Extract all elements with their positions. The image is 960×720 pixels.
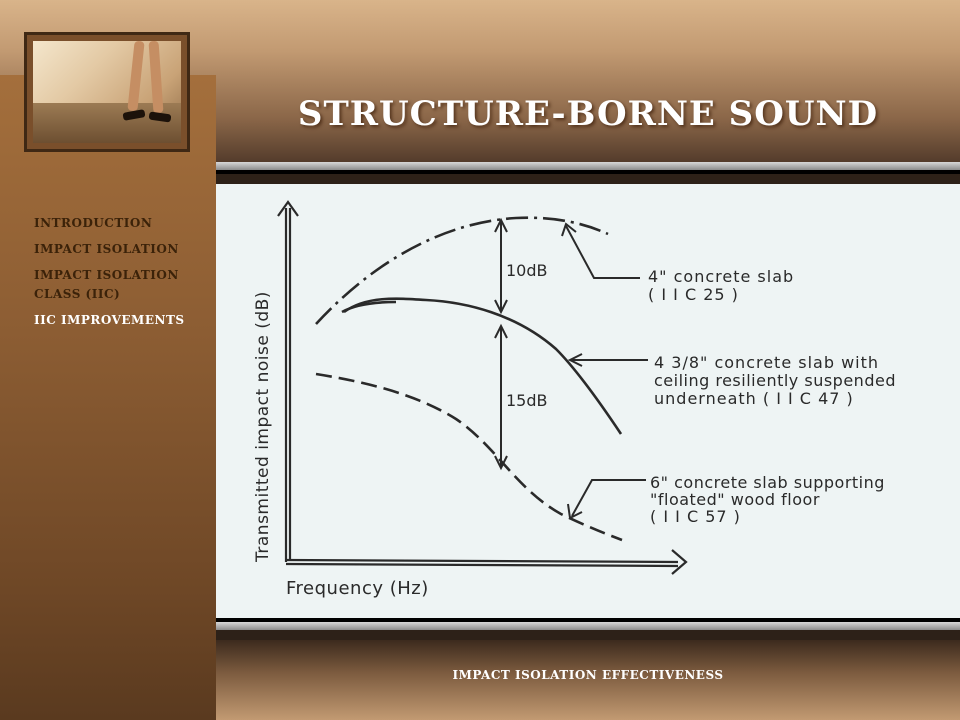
- dim-label-15db: 15dB: [506, 391, 548, 410]
- nav-item-iic-improvements[interactable]: IIC IMPROVEMENTS: [34, 313, 185, 327]
- sidebar-nav: [34, 214, 204, 337]
- curve-label-1-line-2: ( I I C 25 ): [648, 285, 739, 304]
- curve-iic25: [316, 218, 608, 324]
- divider-bottom: [216, 622, 960, 630]
- curve-label-1-line-1: 4" concrete slab: [648, 267, 795, 286]
- curve-label-3-line-1: 6" concrete slab supporting: [650, 473, 885, 492]
- sidebar: [0, 75, 216, 720]
- curve-label-2-line-2: ceiling resiliently suspended: [654, 371, 896, 390]
- x-axis-label: Frequency (Hz): [286, 578, 429, 599]
- divider-top-black: [216, 170, 960, 174]
- curve-label-3-line-3: ( I I C 57 ): [650, 507, 741, 526]
- y-axis-label: Transmitted impact noise (dB): [253, 291, 273, 562]
- nav-item-impact-isolation[interactable]: IMPACT ISOLATION: [34, 242, 179, 256]
- dim-label-10db: 10dB: [506, 261, 548, 280]
- impact-noise-figure: [216, 184, 960, 618]
- divider-top: [216, 162, 960, 170]
- nav-item-impact-isolation-class[interactable]: IMPACT ISOLATION CLASS (IIC): [34, 268, 179, 301]
- nav-item-introduction[interactable]: INTRODUCTION: [34, 216, 153, 230]
- curve-iic47: [344, 299, 621, 434]
- impact-noise-diagram: [216, 184, 960, 618]
- curve-label-2-line-1: 4 3/8" concrete slab with: [654, 353, 880, 372]
- curve-label-3-line-2: "floated" wood floor: [650, 490, 820, 509]
- curve-label-2-line-3: underneath ( I I C 47 ): [654, 389, 854, 408]
- page-title: STRUCTURE-BORNE SOUND: [297, 94, 879, 134]
- dimension-arrows: [495, 220, 507, 468]
- header-photo: [33, 41, 181, 143]
- axes: [278, 202, 686, 574]
- header-photo-frame: [24, 32, 190, 152]
- slide-footer: IMPACT ISOLATION EFFECTIVENESS: [452, 668, 724, 682]
